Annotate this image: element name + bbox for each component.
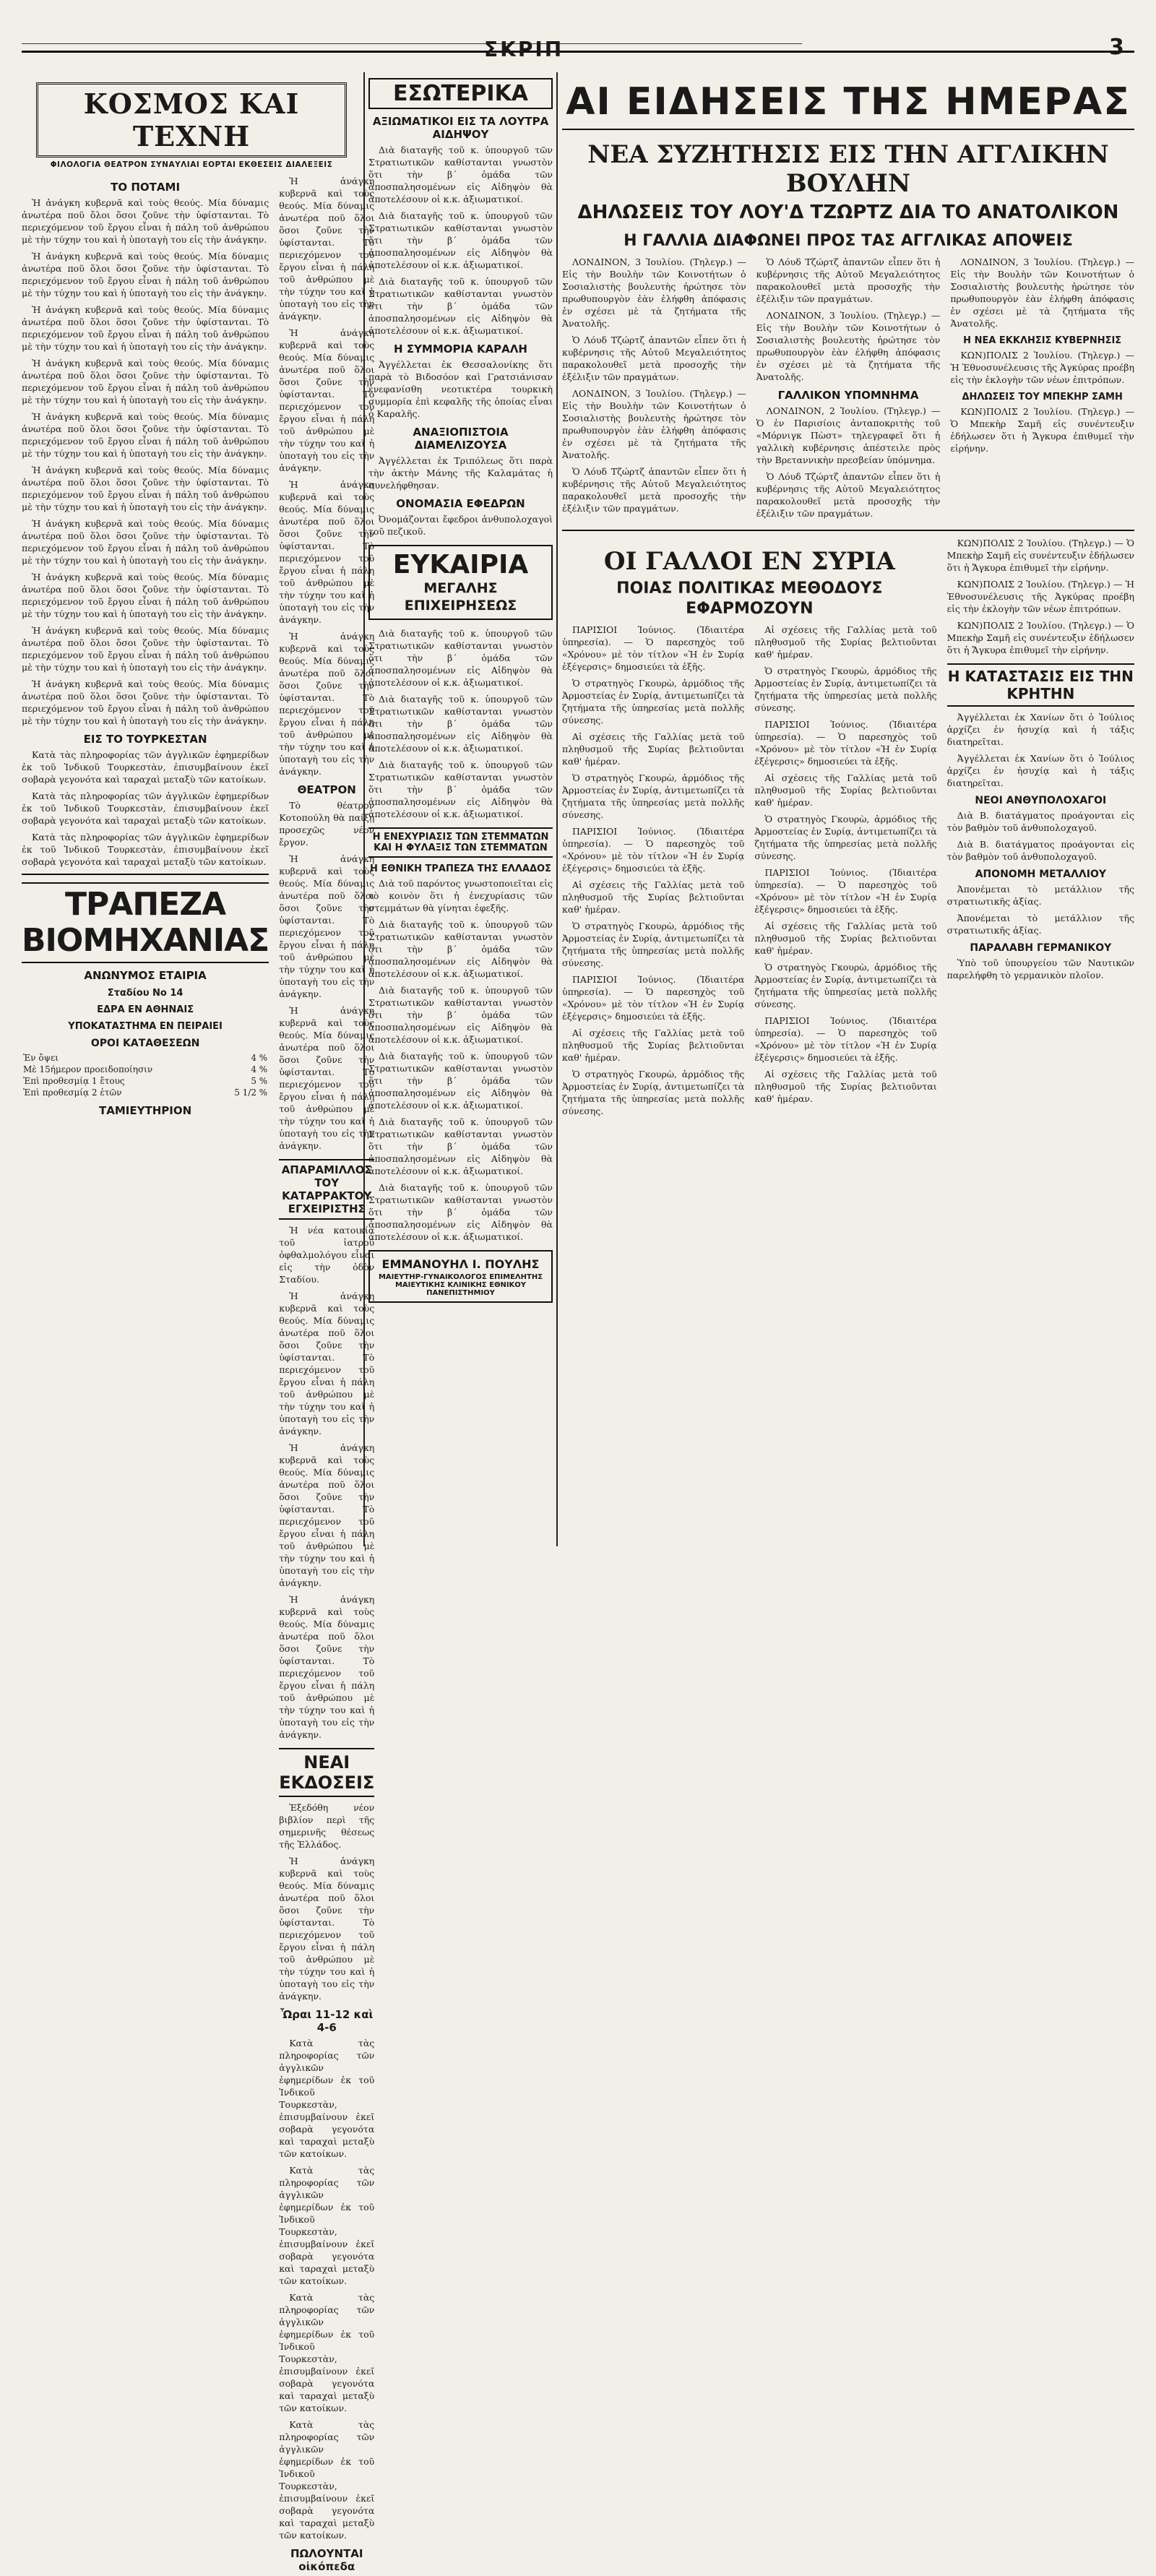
article-text: Ὁ Λόυδ Τζώρτζ ἀπαντῶν εἶπεν ὅτι ἡ κυβέρνησις τῆς Αὐτοῦ Μεγαλειότητος παρακολουθεῖ μετὰ προσοχῆς τὴν ἐξέλιξιν τῶν πραγμάτων. — [756, 471, 941, 519]
surgeon-title: ΑΠΑΡΑΜΙΛΛΟΣ ΤΟΥ ΚΑΤΑΡΡΑΚΤΟΥ ΕΓΧΕΙΡΙΣΤΗΣ — [279, 1159, 374, 1220]
article-text: Κατὰ τὰς πληροφορίας τῶν ἀγγλικῶν ἐφημερίδων ἐκ τοῦ Ἰνδικοῦ Τουρκεστὰν, ἐπισυμβαίνουν ἐκεῖ σοβαρὰ γεγονότα καὶ ταραχαὶ μεταξὺ τῶν κατοίκων. — [279, 2165, 375, 2286]
article-text: Αἱ σχέσεις τῆς Γαλλίας μετὰ τοῦ πληθυσμοῦ τῆς Συρίας βελτιοῦνται καθ' ἡμέραν. — [754, 772, 937, 808]
article-text: Διὰ διαταγῆς τοῦ κ. ὑπουργοῦ τῶν Στρατιωτικῶν καθίστανται γνωστὸν ὅτι τὴν β΄ ὁμάδα τῶν ἀποσπαλησομένων εἰς Αἰδηψὸν θὰ ἀποτελέσουν οἱ κ.κ. ἀξιωματικοί. — [368, 694, 553, 754]
article-text: Κατὰ τὰς πληροφορίας τῶν ἀγγλικῶν ἐφημερίδων ἐκ τοῦ Ἰνδικοῦ Τουρκεστὰν, ἐπισυμβαίνουν ἐκεῖ σοβαρὰ γεγονότα καὶ ταραχαὶ μεταξὺ τῶν κατοίκων. — [22, 832, 269, 867]
syria-subcolumn — [754, 624, 936, 1121]
ad-title: ΕΜΜΑΝΟΥΗΛ Ι. ΠΟΥΛΗΣ — [381, 1257, 540, 1271]
article-text: Ὁ στρατηγὸς Γκουρὼ, ἀρμόδιος τῆς Ἀρμοστείας ἐν Συρίᾳ, ἀντιμετωπίζει τὰ ζητήματα τῆς ὑπηρεσίας μετὰ πολλῆς σύνεσης. — [562, 921, 745, 968]
news-subcolumn — [562, 256, 746, 524]
subcolumn-left — [22, 175, 269, 2576]
article-text: Ἀγγέλλεται ἐκ Χανίων ὅτι ὁ Ἰούλιος ἀρχίζει ἐν ἡσυχίᾳ καὶ ἡ τάξις διατηρεῖται. — [946, 753, 1134, 788]
ad-bank-subtitle: ΑΝΩΝΥΜΟΣ ΕΤΑΙΡΙΑ — [84, 969, 207, 982]
rate-value: 4 % — [251, 1053, 268, 1063]
rate-value: 5 1/2 % — [234, 1087, 268, 1098]
ad-bank-line: ΥΠΟΚΑΤΑΣΤΗΜΑ ΕΝ ΠΕΙΡΑΙΕΙ — [68, 1021, 223, 1032]
article-text: Διὰ διαταγῆς τοῦ κ. ὑπουργοῦ τῶν Στρατιωτικῶν καθίστανται γνωστὸν ὅτι τὴν β΄ ὁμάδα τῶν ἀποσπαλησομένων εἰς Αἰδηψὸν θὰ ἀποτελέσουν οἱ κ.κ. ἀξιωματικοί. — [368, 628, 553, 688]
office-hours: Ὧραι 11-12 καὶ 4-6 — [280, 2008, 374, 2034]
column-esoterika — [368, 72, 553, 1310]
headline-2: ΔΗΛΩΣΕΙΣ ΤΟΥ ΛΟΥ'Δ ΤΖΩΡΤΖ ΔΙΑ ΤΟ ΑΝΑΤΟΛΙΚΟΝ — [577, 202, 1119, 223]
news-subcolumn — [756, 256, 941, 524]
divider — [562, 129, 1134, 130]
masthead-rule — [22, 51, 1134, 53]
article-text: Ἡ ἀνάγκη κυβερνᾶ καὶ τοὺς θεούς. Μία δύναμις ἀνωτέρα ποῦ ὅλοι ὅσοι ζοῦνε τὴν ὑφίστανται. Τὸ περιεχόμενον τοῦ ἔργου εἶναι ἡ πάλη τοῦ ἀνθρώπου μὲ τὴν τύχην του καὶ ἡ ὑποταγὴ του εἰς τὴν ἀνάγκην. — [279, 853, 375, 999]
article-text: Κατὰ τὰς πληροφορίας τῶν ἀγγλικῶν ἐφημερίδων ἐκ τοῦ Ἰνδικοῦ Τουρκεστὰν, ἐπισυμβαίνουν ἐκεῖ σοβαρὰ γεγονότα καὶ ταραχαὶ μεταξὺ τῶν κατοίκων. — [22, 749, 269, 785]
article-text: Ἡ ἀνάγκη κυβερνᾶ καὶ τοὺς θεούς. Μία δύναμις ἀνωτέρα ποῦ ὅλοι ὅσοι ζοῦνε τὴν ὑφίστανται. Τὸ περιεχόμενον τοῦ ἔργου εἶναι ἡ πάλη τοῦ ἀνθρώπου μὲ τὴν τύχην του καὶ ἡ ὑποταγὴ του εἰς τὴν ἀνάγκην. — [22, 625, 269, 673]
article-text: ΠΑΡΙΣΙΟΙ Ἰούνιος. (Ἰδιαιτέρα ὑπηρεσία). — Ὁ παρεσηχὸς τοῦ «Χρόνου» μὲ τὸν τίτλον «Ἡ ἐν Συρίᾳ ἐξέγερσις» δημοσιεύει τὰ ἑξῆς. — [754, 867, 937, 915]
section-title: ΕΣΩΤΕΡΙΚΑ — [368, 78, 553, 109]
article-text: Ὑπὸ τοῦ ὑπουργείου τῶν Ναυτικῶν παρελήφθη τὸ γερμανικὸν πλοῖον. — [946, 957, 1134, 981]
article-text: Ἡ ἀνάγκη κυβερνᾶ καὶ τοὺς θεούς. Μία δύναμις ἀνωτέρα ποῦ ὅλοι ὅσοι ζοῦνε τὴν ὑφίστανται. Τὸ περιεχόμενον τοῦ ἔργου εἶναι ἡ πάλη τοῦ ἀνθρώπου μὲ τὴν τύχην του καὶ ἡ ὑποταγὴ του εἰς τὴν ἀνάγκην. — [22, 251, 269, 298]
article-text: Ἡ ἀνάγκη κυβερνᾶ καὶ τοὺς θεούς. Μία δύναμις ἀνωτέρα ποῦ ὅλοι ὅσοι ζοῦνε τὴν ὑφίστανται. Τὸ περιεχόμενον τοῦ ἔργου εἶναι ἡ πάλη τοῦ ἀνθρώπου μὲ τὴν τύχην του καὶ ἡ ὑποταγὴ του εἰς τὴν ἀνάγκην. — [22, 411, 269, 459]
article-text: Ὁ στρατηγὸς Γκουρὼ, ἀρμόδιος τῆς Ἀρμοστείας ἐν Συρίᾳ, ἀντιμετωπίζει τὰ ζητήματα τῆς ὑπηρεσίας μετὰ πολλῆς σύνεσης. — [562, 678, 745, 725]
article-text: Αἱ σχέσεις τῆς Γαλλίας μετὰ τοῦ πληθυσμοῦ τῆς Συρίας βελτιοῦνται καθ' ἡμέραν. — [562, 879, 745, 915]
syria-title: ΟΙ ΓΑΛΛΟΙ ΕΝ ΣΥΡΙΑ — [603, 547, 895, 576]
syria-subtitle: ΠΟΙΑΣ ΠΟΛΙΤΙΚΑΣ ΜΕΘΟΔΟΥΣ ΕΦΑΡΜΟΖΟΥΝ — [616, 580, 883, 618]
article-text: ΚΩΝ)ΠΟΛΙΣ 2 Ἰουλίου. (Τηλεγρ.) — Ἡ Ἐθνοσυνέλευσις τῆς Ἀγκύρας προέβη εἰς τὴν ἐκλογὴν τῶν νέων ἐπιτρόπων. — [950, 350, 1135, 385]
rates-table — [22, 1052, 269, 1098]
article-title: ΟΝΟΜΑΣΙΑ ΕΦΕΔΡΩΝ — [396, 497, 525, 510]
article-text: ΚΩΝ)ΠΟΛΙΣ 2 Ἰουλίου. (Τηλεγρ.) — Ἡ Ἐθνοσυνέλευσις τῆς Ἀγκύρας προέβη εἰς τὴν ἐκλογὴν τῶν νέων ἐπιτρόπων. — [946, 579, 1134, 614]
article-text: Ὁ στρατηγὸς Γκουρὼ, ἀρμόδιος τῆς Ἀρμοστείας ἐν Συρίᾳ, ἀντιμετωπίζει τὰ ζητήματα τῆς ὑπηρεσίας μετὰ πολλῆς σύνεσης. — [754, 665, 937, 713]
article-text: Διὰ διαταγῆς τοῦ κ. ὑπουργοῦ τῶν Στρατιωτικῶν καθίστανται γνωστὸν ὅτι τὴν β΄ ὁμάδα τῶν ἀποσπαλησομένων εἰς Αἰδηψὸν θὰ ἀποτελέσουν οἱ κ.κ. ἀξιωματικοί. — [368, 210, 553, 270]
article-text: Ἡ ἀνάγκη κυβερνᾶ καὶ τοὺς θεούς. Μία δύναμις ἀνωτέρα ποῦ ὅλοι ὅσοι ζοῦνε τὴν ὑφίστανται. Τὸ περιεχόμενον τοῦ ἔργου εἶναι ἡ πάλη τοῦ ἀνθρώπου μὲ τὴν τύχην του καὶ ἡ ὑποταγὴ του εἰς τὴν ἀνάγκην. — [22, 197, 269, 245]
ad-title: ΕΥΚΑΙΡΙΑ — [392, 550, 529, 580]
article-text: Κατὰ τὰς πληροφορίας τῶν ἀγγλικῶν ἐφημερίδων ἐκ τοῦ Ἰνδικοῦ Τουρκεστὰν, ἐπισυμβαίνουν ἐκεῖ σοβαρὰ γεγονότα καὶ ταραχαὶ μεταξὺ τῶν κατοίκων. — [22, 791, 269, 826]
article-text: Ἡ ἀνάγκη κυβερνᾶ καὶ τοὺς θεούς. Μία δύναμις ἀνωτέρα ποῦ ὅλοι ὅσοι ζοῦνε τὴν ὑφίστανται. Τὸ περιεχόμενον τοῦ ἔργου εἶναι ἡ πάλη τοῦ ἀνθρώπου μὲ τὴν τύχην του καὶ ἡ ὑποταγὴ του εἰς τὴν ἀνάγκην. — [279, 176, 375, 322]
subcolumns — [22, 175, 375, 2576]
article-title: ΕΙΣ ΤΟ ΤΟΥΡΚΕΣΤΑΝ — [83, 733, 207, 746]
table-row — [22, 1052, 269, 1064]
theatre-title: ΘΕΑΤΡΟΝ — [297, 783, 356, 796]
table-row — [22, 1087, 269, 1098]
side-news — [947, 537, 1134, 1121]
rate-value: 4 % — [251, 1064, 268, 1074]
article-text: Ἡ ἀνάγκη κυβερνᾶ καὶ τοὺς θεούς. Μία δύναμις ἀνωτέρα ποῦ ὅλοι ὅσοι ζοῦνε τὴν ὑφίστανται. Τὸ περιεχόμενον τοῦ ἔργου εἶναι ἡ πάλη τοῦ ἀνθρώπου μὲ τὴν τύχην του καὶ ἡ ὑποταγὴ του εἰς τὴν ἀνάγκην. — [279, 1291, 375, 1436]
article-text: ΚΩΝ)ΠΟΛΙΣ 2 Ἰουλίου. (Τηλεγρ.) — Ὁ Μπεκὴρ Σαμῆ εἰς συνέντευξιν ἐδήλωσεν ὅτι ἡ Ἄγκυρα ἐπιθυμεῖ τὴν εἰρήνην. — [946, 620, 1134, 655]
ad-bank-footer: ΤΑΜΙΕΥΤΗΡΙΟΝ — [99, 1104, 192, 1117]
article-text: Ὁ στρατηγὸς Γκουρὼ, ἀρμόδιος τῆς Ἀρμοστείας ἐν Συρίᾳ, ἀντιμετωπίζει τὰ ζητήματα τῆς ὑπηρεσίας μετὰ πολλῆς σύνεσης. — [754, 814, 937, 861]
article-subtitle: Η ΕΘΝΙΚΗ ΤΡΑΠΕΖΑ ΤΗΣ ΕΛΛΑΔΟΣ — [370, 863, 551, 874]
article-text: Ἡ ἀνάγκη κυβερνᾶ καὶ τοὺς θεούς. Μία δύναμις ἀνωτέρα ποῦ ὅλοι ὅσοι ζοῦνε τὴν ὑφίστανται. Τὸ περιεχόμενον τοῦ ἔργου εἶναι ἡ πάλη τοῦ ἀνθρώπου μὲ τὴν τύχην του καὶ ἡ ὑποταγὴ του εἰς τὴν ἀνάγκην. — [22, 358, 269, 405]
ad-opportunity — [368, 545, 553, 620]
syria-subcolumns — [562, 624, 937, 1121]
article-text: ΠΑΡΙΣΙΟΙ Ἰούνιος. (Ἰδιαιτέρα ὑπηρεσία). — Ὁ παρεσηχὸς τοῦ «Χρόνου» μὲ τὸν τίτλον «Ἡ ἐν Συρίᾳ ἐξέγερσις» δημοσιεύει τὰ ἑξῆς. — [562, 624, 745, 672]
masthead-rule-thin — [22, 43, 802, 44]
article-text: Κατὰ τὰς πληροφορίας τῶν ἀγγλικῶν ἐφημερίδων ἐκ τοῦ Ἰνδικοῦ Τουρκεστὰν, ἐπισυμβαίνουν ἐκεῖ σοβαρὰ γεγονότα καὶ ταραχαὶ μεταξὺ τῶν κατοίκων. — [279, 2038, 375, 2159]
article-text: ΛΟΝΔΙΝΟΝ, 3 Ἰουλίου. (Τηλεγρ.) — Εἰς τὴν Βουλὴν τῶν Κοινοτήτων ὁ Σοσιαλιστὴς βουλευτὴς ἠρώτησε τὸν πρωθυπουργὸν ἐὰν ἐλήφθη ἀπόφασις ἐν σχέσει μὲ τὰ ζητήματα τῆς Ἀνατολῆς. — [562, 257, 746, 329]
article-text: Ἡ ἀνάγκη κυβερνᾶ καὶ τοὺς θεούς. Μία δύναμις ἀνωτέρα ποῦ ὅλοι ὅσοι ζοῦνε τὴν ὑφίστανται. Τὸ περιεχόμενον τοῦ ἔργου εἶναι ἡ πάλη τοῦ ἀνθρώπου μὲ τὴν τύχην του καὶ ἡ ὑποταγὴ του εἰς τὴν ἀνάγκην. — [279, 1005, 375, 1151]
article-text: Διὰ διαταγῆς τοῦ κ. ὑπουργοῦ τῶν Στρατιωτικῶν καθίστανται γνωστὸν ὅτι τὴν β΄ ὁμάδα τῶν ἀποσπαλησομένων εἰς Αἰδηψὸν θὰ ἀποτελέσουν οἱ κ.κ. ἀξιωματικοί. — [368, 919, 553, 979]
column-divider — [556, 72, 558, 1546]
lower-subcolumns — [562, 537, 1134, 1121]
article-text: Αἱ σχέσεις τῆς Γαλλίας μετὰ τοῦ πληθυσμοῦ τῆς Συρίας βελτιοῦνται καθ' ἡμέραν. — [754, 1069, 937, 1104]
syria-article — [562, 537, 937, 1121]
divider — [562, 530, 1134, 531]
article-text: Ἀπονέμεται τὸ μετάλλιον τῆς στρατιωτικῆς ἀξίας. — [946, 884, 1134, 907]
main-title: ΑΙ ΕΙΔΗΣΕΙΣ ΤΗΣ ΗΜΕΡΑΣ — [566, 80, 1131, 124]
news-subcolumn — [950, 256, 1134, 524]
ad-bank-terms: ΟΡΟΙ ΚΑΤΑΘΕΣΕΩΝ — [90, 1038, 200, 1049]
rate-label: Ἐν ὄψει — [23, 1053, 59, 1063]
article-text: Ἀγγέλλεται ἐκ Θεσσαλονίκης ὅτι παρὰ τὸ Βιδοσόον καὶ Γρατσιάνισαν ἐνεφανίσθη νεοτικτέρα τουρκικὴ συμμορία ἐπὶ κεφαλῆς τῆς ὁποίας εἶναι ὁ Καραλῆς. — [368, 359, 553, 419]
article-text: Διὰ διαταγῆς τοῦ κ. ὑπουργοῦ τῶν Στρατιωτικῶν καθίστανται γνωστὸν ὅτι τὴν β΄ ὁμάδα τῶν ἀποσπαλησομένων εἰς Αἰδηψὸν θὰ ἀποτελέσουν οἱ κ.κ. ἀξιωματικοί. — [368, 985, 553, 1045]
article-text: Αἱ σχέσεις τῆς Γαλλίας μετὰ τοῦ πληθυσμοῦ τῆς Συρίας βελτιοῦνται καθ' ἡμέραν. — [562, 731, 745, 767]
article-text: Ἡ ἀνάγκη κυβερνᾶ καὶ τοὺς θεούς. Μία δύναμις ἀνωτέρα ποῦ ὅλοι ὅσοι ζοῦνε τὴν ὑφίστανται. Τὸ περιεχόμενον τοῦ ἔργου εἶναι ἡ πάλη τοῦ ἀνθρώπου μὲ τὴν τύχην του καὶ ἡ ὑποταγὴ του εἰς τὴν ἀνάγκην. — [22, 518, 269, 566]
syria-subcolumn — [562, 624, 744, 1121]
masthead-name: ΣΚΡΙΠ — [484, 38, 564, 61]
article-text: Τὸ θέατρον Κοτοπούλη θὰ παίξῃ προσεχῶς νέον ἔργον. — [279, 800, 375, 848]
article-text: Διὰ διαταγῆς τοῦ κ. ὑπουργοῦ τῶν Στρατιωτικῶν καθίστανται γνωστὸν ὅτι τὴν β΄ ὁμάδα τῶν ἀποσπαλησομένων εἰς Αἰδηψὸν θὰ ἀποτελέσουν οἱ κ.κ. ἀξιωματικοί. — [368, 759, 553, 819]
article-text: Ὁ στρατηγὸς Γκουρὼ, ἀρμόδιος τῆς Ἀρμοστείας ἐν Συρίᾳ, ἀντιμετωπίζει τὰ ζητήματα τῆς ὑπηρεσίας μετὰ πολλῆς σύνεσης. — [562, 1069, 745, 1116]
rate-label: Ἐπὶ προθεσμίᾳ 2 ἐτῶν — [23, 1087, 122, 1098]
article-text: Αἱ σχέσεις τῆς Γαλλίας μετὰ τοῦ πληθυσμοῦ τῆς Συρίας βελτιοῦνται καθ' ἡμέραν. — [562, 1028, 745, 1063]
article-text: Ἐξεδόθη νέον βιβλίον περὶ τῆς σημερινῆς θέσεως τῆς Ἑλλάδος. — [279, 1802, 375, 1850]
ad-bank-line: ΕΔΡΑ ΕΝ ΑΘΗΝΑΙΣ — [97, 1004, 194, 1015]
article-text: Ἡ ἀνάγκη κυβερνᾶ καὶ τοὺς θεούς. Μία δύναμις ἀνωτέρα ποῦ ὅλοι ὅσοι ζοῦνε τὴν ὑφίστανται. Τὸ περιεχόμενον τοῦ ἔργου εἶναι ἡ πάλη τοῦ ἀνθρώπου μὲ τὴν τύχην του καὶ ἡ ὑποταγὴ του εἰς τὴν ἀνάγκην. — [279, 631, 375, 777]
article-text: ΛΟΝΔΙΝΟΝ, 3 Ἰουλίου. (Τηλεγρ.) — Εἰς τὴν Βουλὴν τῶν Κοινοτήτων ὁ Σοσιαλιστὴς βουλευτὴς ἠρώτησε τὸν πρωθυπουργὸν ἐὰν ἐλήφθη ἀπόφασις ἐν σχέσει μὲ τὰ ζητήματα τῆς Ἀνατολῆς. — [950, 257, 1135, 329]
article-title: ΤΟ ΠΟΤΑΜΙ — [111, 181, 181, 194]
article-text: Ὁ Λόυδ Τζώρτζ ἀπαντῶν εἶπεν ὅτι ἡ κυβέρνησις τῆς Αὐτοῦ Μεγαλειότητος παρακολουθεῖ μετὰ προσοχῆς τὴν ἐξέλιξιν τῶν πραγμάτων. — [756, 257, 941, 304]
rate-label: Μὲ 15ήμερον προειδοποίησιν — [23, 1064, 153, 1074]
article-text: Ἡ ἀνάγκη κυβερνᾶ καὶ τοὺς θεούς. Μία δύναμις ἀνωτέρα ποῦ ὅλοι ὅσοι ζοῦνε τὴν ὑφίστανται. Τὸ περιεχόμενον τοῦ ἔργου εἶναι ἡ πάλη τοῦ ἀνθρώπου μὲ τὴν τύχην του καὶ ἡ ὑποταγὴ του εἰς τὴν ἀνάγκην. — [279, 1856, 375, 2002]
article-text: ΠΑΡΙΣΙΟΙ Ἰούνιος. (Ἰδιαιτέρα ὑπηρεσία). — Ὁ παρεσηχὸς τοῦ «Χρόνου» μὲ τὸν τίτλον «Ἡ ἐν Συρίᾳ ἐξέγερσις» δημοσιεύει τὰ ἑξῆς. — [562, 826, 745, 874]
subheading: ΔΗΛΩΣΕΙΣ ΤΟΥ ΜΠΕΚΗΡ ΣΑΜΗ — [962, 392, 1123, 402]
article-text: ΚΩΝ)ΠΟΛΙΣ 2 Ἰουλίου. (Τηλεγρ.) — Ὁ Μπεκὴρ Σαμῆ εἰς συνέντευξιν ἐδήλωσεν ὅτι ἡ Ἄγκυρα ἐπιθυμεῖ τὴν εἰρήνην. — [946, 538, 1134, 573]
subheading: Η ΝΕΑ ΕΚΚΛΗΣΙΣ ΚΥΒΕΡΝΗΣΙΣ — [963, 335, 1122, 346]
article-text: ΠΑΡΙΣΙΟΙ Ἰούνιος. (Ἰδιαιτέρα ὑπηρεσία). — Ὁ παρεσηχὸς τοῦ «Χρόνου» μὲ τὸν τίτλον «Ἡ ἐν Συρίᾳ ἐξέγερσις» δημοσιεύει τὰ ἑξῆς. — [562, 974, 745, 1022]
article-text: Ἡ ἀνάγκη κυβερνᾶ καὶ τοὺς θεούς. Μία δύναμις ἀνωτέρα ποῦ ὅλοι ὅσοι ζοῦνε τὴν ὑφίστανται. Τὸ περιεχόμενον τοῦ ἔργου εἶναι ἡ πάλη τοῦ ἀνθρώπου μὲ τὴν τύχην του καὶ ἡ ὑποταγὴ του εἰς τὴν ἀνάγκην. — [22, 304, 269, 352]
article-text: Διὰ Β. διατάγματος προάγονται εἰς τὸν βαθμὸν τοῦ ἀνθυπολοχαγοῦ. — [946, 810, 1134, 833]
article-text: Αἱ σχέσεις τῆς Γαλλίας μετὰ τοῦ πληθυσμοῦ τῆς Συρίας βελτιοῦνται καθ' ἡμέραν. — [754, 921, 937, 956]
new-editions-title: ΝΕΑΙ ΕΚΔΟΣΕΙΣ — [279, 1748, 374, 1797]
article-text: Ἀγγέλλεται ἐκ Χανίων ὅτι ὁ Ἰούλιος ἀρχίζει ἐν ἡσυχίᾳ καὶ ἡ τάξις διατηρεῖται. — [946, 712, 1134, 747]
medal-title: ΑΠΟΝΟΜΗ ΜΕΤΑΛΛΙΟΥ — [975, 869, 1107, 880]
article-text: Ὁ στρατηγὸς Γκουρὼ, ἀρμόδιος τῆς Ἀρμοστείας ἐν Συρίᾳ, ἀντιμετωπίζει τὰ ζητήματα τῆς ὑπηρεσίας μετὰ πολλῆς σύνεσης. — [754, 962, 937, 1009]
article-text: Ἡ ἀνάγκη κυβερνᾶ καὶ τοὺς θεούς. Μία δύναμις ἀνωτέρα ποῦ ὅλοι ὅσοι ζοῦνε τὴν ὑφίστανται. Τὸ περιεχόμενον τοῦ ἔργου εἶναι ἡ πάλη τοῦ ἀνθρώπου μὲ τὴν τύχην του καὶ ἡ ὑποταγὴ του εἰς τὴν ἀνάγκην. — [22, 679, 269, 726]
article-text: ΠΑΡΙΣΙΟΙ Ἰούνιος. (Ἰδιαιτέρα ὑπηρεσία). — Ὁ παρεσηχὸς τοῦ «Χρόνου» μὲ τὸν τίτλον «Ἡ ἐν Συρίᾳ ἐξέγερσις» δημοσιεύει τὰ ἑξῆς. — [754, 1015, 937, 1063]
section-title: ΚΟΣΜΟΣ ΚΑΙ ΤΕΧΝΗ — [36, 82, 347, 158]
ad-doctor — [368, 1250, 553, 1303]
article-title: Η ΣΥΜΜΟΡΙΑ ΚΑΡΑΛΗ — [394, 343, 527, 356]
article-text: ΛΟΝΔΙΝΟΝ, 3 Ἰουλίου. (Τηλεγρ.) — Εἰς τὴν Βουλὴν τῶν Κοινοτήτων ὁ Σοσιαλιστὴς βουλευτὴς ἠρώτησε τὸν πρωθυπουργὸν ἐὰν ἐλήφθη ἀπόφασις ἐν σχέσει μὲ τὰ ζητήματα τῆς Ἀνατολῆς. — [756, 310, 941, 382]
article-text: Ὁ στρατηγὸς Γκουρὼ, ἀρμόδιος τῆς Ἀρμοστείας ἐν Συρίᾳ, ἀντιμετωπίζει τὰ ζητήματα τῆς ὑπηρεσίας μετὰ πολλῆς σύνεσης. — [562, 772, 745, 820]
page-number: 3 — [1109, 35, 1124, 60]
officers-title: ΝΕΟΙ ΑΝΘΥΠΟΛΟΧΑΓΟΙ — [975, 795, 1107, 806]
article-text: Διὰ τοῦ παρόντος γνωστοποιεῖται εἰς τὸ κοινὸν ὅτι ἡ ἐνεχυρίασις τῶν στεμμάτων θὰ γίνηται ἐφεξῆς. — [368, 878, 553, 913]
divider — [22, 874, 269, 875]
article-text: Ἡ ἀνάγκη κυβερνᾶ καὶ τοὺς θεούς. Μία δύναμις ἀνωτέρα ποῦ ὅλοι ὅσοι ζοῦνε τὴν ὑφίστανται. Τὸ περιεχόμενον τοῦ ἔργου εἶναι ἡ πάλη τοῦ ἀνθρώπου μὲ τὴν τύχην του καὶ ἡ ὑποταγὴ του εἰς τὴν ἀνάγκην. — [279, 479, 375, 625]
article-text: Ἀγγέλλεται ἐκ Τριπόλεως ὅτι παρὰ τὴν ἀκτὴν Μάνης τῆς Καλαμάτας ἡ συνελήφθησαν. — [368, 455, 553, 491]
article-text: Διὰ διαταγῆς τοῦ κ. ὑπουργοῦ τῶν Στρατιωτικῶν καθίστανται γνωστὸν ὅτι τὴν β΄ ὁμάδα τῶν ἀποσπαλησομένων εἰς Αἰδηψὸν θὰ ἀποτελέσουν οἱ κ.κ. ἀξιωματικοί. — [368, 1182, 553, 1242]
article-text: ΛΟΝΔΙΝΟΝ, 3 Ἰουλίου. (Τηλεγρ.) — Εἰς τὴν Βουλὴν τῶν Κοινοτήτων ὁ Σοσιαλιστὴς βουλευτὴς ἠρώτησε τὸν πρωθυπουργὸν ἐὰν ἐλήφθη ἀπόφασις ἐν σχέσει μὲ τὰ ζητήματα τῆς Ἀνατολῆς. — [562, 388, 746, 460]
headline-3: Η ΓΑΛΛΙΑ ΔΙΑΦΩΝΕΙ ΠΡΟΣ ΤΑΣ ΑΓΓΛΙΚΑΣ ΑΠΟΨΕΙΣ — [624, 232, 1073, 250]
article-text: Ἡ ἀνάγκη κυβερνᾶ καὶ τοὺς θεούς. Μία δύναμις ἀνωτέρα ποῦ ὅλοι ὅσοι ζοῦνε τὴν ὑφίστανται. Τὸ περιεχόμενον τοῦ ἔργου εἶναι ἡ πάλη τοῦ ἀνθρώπου μὲ τὴν τύχην του καὶ ἡ ὑποταγὴ του εἰς τὴν ἀνάγκην. — [279, 327, 375, 473]
article-text: Ἡ νέα κατοικία τοῦ ἰατροῦ ὀφθαλμολόγου εἶναι εἰς τὴν ὁδὸν Σταδίου. — [279, 1225, 375, 1285]
article-text: Διὰ διαταγῆς τοῦ κ. ὑπουργοῦ τῶν Στρατιωτικῶν καθίστανται γνωστὸν ὅτι τὴν β΄ ὁμάδα τῶν ἀποσπαλησομένων εἰς Αἰδηψὸν θὰ ἀποτελέσουν οἱ κ.κ. ἀξιωματικοί. — [368, 1051, 553, 1111]
rate-label: Ἐπὶ προθεσμίᾳ 1 ἔτους — [23, 1076, 125, 1086]
section-subtitle: ΦΙΛΟΛΟΓΙΑ ΘΕΑΤΡΟΝ ΣΥΝΑΥΛΙΑΙ ΕΟΡΤΑΙ ΕΚΘΕΣΕΙΣ ΔΙΑΛΕΞΕΙΣ — [50, 160, 333, 169]
article-title: Η ΕΝΕΧΥΡΙΑΣΙΣ ΤΩΝ ΣΤΕΜΜΑΤΩΝ ΚΑΙ Η ΦΥΛΑΞΙΣ ΤΩΝ ΣΤΕΜΜΑΤΩΝ — [368, 827, 553, 858]
article-title: ΑΝΑΞΙΟΠΙΣΤΟΙΑ ΔΙΑΜΕΛΙΖΟΥΣΑ — [413, 426, 509, 452]
article-text: Κατὰ τὰς πληροφορίας τῶν ἀγγλικῶν ἐφημερίδων ἐκ τοῦ Ἰνδικοῦ Τουρκεστὰν, ἐπισυμβαίνουν ἐκεῖ σοβαρὰ γεγονότα καὶ ταραχαὶ μεταξὺ τῶν κατοίκων. — [279, 2419, 375, 2541]
headline-1: ΝΕΑ ΣΥΖΗΤΗΣΙΣ ΕΙΣ ΤΗΝ ΑΓΓΛΙΚΗΝ ΒΟΥΛΗΝ — [587, 140, 1109, 198]
article-text: Ἡ ἀνάγκη κυβερνᾶ καὶ τοὺς θεούς. Μία δύναμις ἀνωτέρα ποῦ ὅλοι ὅσοι ζοῦνε τὴν ὑφίστανται. Τὸ περιεχόμενον τοῦ ἔργου εἶναι ἡ πάλη τοῦ ἀνθρώπου μὲ τὴν τύχην του καὶ ἡ ὑποταγὴ του εἰς τὴν ἀνάγκην. — [22, 572, 269, 619]
column-kosmos — [22, 72, 375, 2576]
crete-title: Η ΚΑΤΑΣΤΑΣΙΣ ΕΙΣ ΤΗΝ ΚΡΗΤΗΝ — [947, 663, 1134, 707]
news-subcolumns — [562, 256, 1134, 524]
article-title: ΑΞΙΩΜΑΤΙΚΟΙ ΕΙΣ ΤΑ ΛΟΥΤΡΑ ΑΙΔΗΨΟΥ — [372, 115, 549, 141]
article-text: ΛΟΝΔΙΝΟΝ, 2 Ἰουλίου. (Τηλεγρ.) — Ὁ ἐν Παρισίοις ἀνταποκριτὴς τοῦ «Μόρνιγκ Πὼστ» τηλεγραφεῖ ὅτι ἡ γαλλικὴ κυβέρνησις ἀπέστειλε πρὸς τὴν Βρεταννικὴν πρεσβείαν ὑπόμνημα. — [756, 405, 941, 465]
article-text: ΚΩΝ)ΠΟΛΙΣ 2 Ἰουλίου. (Τηλεγρ.) — Ὁ Μπεκὴρ Σαμῆ εἰς συνέντευξιν ἐδήλωσεν ὅτι ἡ Ἄγκυρα ἐπιθυμεῖ τὴν εἰρήνην. — [950, 406, 1135, 454]
article-text: Διὰ διαταγῆς τοῦ κ. ὑπουργοῦ τῶν Στρατιωτικῶν καθίστανται γνωστὸν ὅτι τὴν β΄ ὁμάδα τῶν ἀποσπαλησομένων εἰς Αἰδηψὸν θὰ ἀποτελέσουν οἱ κ.κ. ἀξιωματικοί. — [368, 1116, 553, 1176]
article-text: Ὁ Λόυδ Τζώρτζ ἀπαντῶν εἶπεν ὅτι ἡ κυβέρνησις τῆς Αὐτοῦ Μεγαλειότητος παρακολουθεῖ μετὰ προσοχῆς τὴν ἐξέλιξιν τῶν πραγμάτων. — [562, 335, 746, 382]
article-text: Διὰ Β. διατάγματος προάγονται εἰς τὸν βαθμὸν τοῦ ἀνθυπολοχαγοῦ. — [946, 839, 1134, 862]
article-text: Ἀπονέμεται τὸ μετάλλιον τῆς στρατιωτικῆς ἀξίας. — [946, 913, 1134, 936]
subcolumn-right — [279, 175, 374, 2576]
parade-title: ΠΑΡΑΛΑΒΗ ΓΕΡΜΑΝΙΚΟΥ — [970, 942, 1112, 954]
article-text: Ἡ ἀνάγκη κυβερνᾶ καὶ τοὺς θεούς. Μία δύναμις ἀνωτέρα ποῦ ὅλοι ὅσοι ζοῦνε τὴν ὑφίστανται. Τὸ περιεχόμενον τοῦ ἔργου εἶναι ἡ πάλη τοῦ ἀνθρώπου μὲ τὴν τύχην του καὶ ἡ ὑποταγὴ του εἰς τὴν ἀνάγκην. — [22, 465, 269, 512]
article-text: Διὰ διαταγῆς τοῦ κ. ὑπουργοῦ τῶν Στρατιωτικῶν καθίστανται γνωστὸν ὅτι τὴν β΄ ὁμάδα τῶν ἀποσπαλησομένων εἰς Αἰδηψὸν θὰ ἀποτελέσουν οἱ κ.κ. ἀξιωματικοί. — [368, 145, 553, 204]
article-text: Ἡ ἀνάγκη κυβερνᾶ καὶ τοὺς θεούς. Μία δύναμις ἀνωτέρα ποῦ ὅλοι ὅσοι ζοῦνε τὴν ὑφίστανται. Τὸ περιεχόμενον τοῦ ἔργου εἶναι ἡ πάλη τοῦ ἀνθρώπου μὲ τὴν τύχην του καὶ ἡ ὑποταγὴ του εἰς τὴν ἀνάγκην. — [279, 1442, 375, 1588]
for-sale-title: ΠΩΛΟΥΝΤΑΙ οἰκόπεδα — [290, 2547, 363, 2573]
ad-text: ΜΑΙΕΥΤΗΡ-ΓΥΝΑΙΚΟΛΟΓΟΣ ΕΠΙΜΕΛΗΤΗΣ ΜΑΙΕΥΤΙΚΗΣ ΚΛΙΝΙΚΗΣ ΕΘΝΙΚΟΥ ΠΑΝΕΠΙΣΤΗΜΙΟΥ — [378, 1273, 543, 1297]
article-text: Κατὰ τὰς πληροφορίας τῶν ἀγγλικῶν ἐφημερίδων ἐκ τοῦ Ἰνδικοῦ Τουρκεστὰν, ἐπισυμβαίνουν ἐκεῖ σοβαρὰ γεγονότα καὶ ταραχαὶ μεταξὺ τῶν κατοίκων. — [279, 2292, 375, 2413]
subheading: ΓΑΛΛΙΚΟΝ ΥΠΟΜΝΗΜΑ — [777, 389, 919, 402]
ad-bank-title: ΤΡΑΠΕΖΑ ΒΙΟΜΗΧΑΝΙΑΣ — [22, 882, 269, 963]
article-text: ΠΑΡΙΣΙΟΙ Ἰούνιος. (Ἰδιαιτέρα ὑπηρεσία). — Ὁ παρεσηχὸς τοῦ «Χρόνου» μὲ τὸν τίτλον «Ἡ ἐν Συρίᾳ ἐξέγερσις» δημοσιεύει τὰ ἑξῆς. — [754, 719, 937, 767]
table-row — [22, 1064, 269, 1075]
article-text: Ἡ ἀνάγκη κυβερνᾶ καὶ τοὺς θεούς. Μία δύναμις ἀνωτέρα ποῦ ὅλοι ὅσοι ζοῦνε τὴν ὑφίστανται. Τὸ περιεχόμενον τοῦ ἔργου εἶναι ἡ πάλη τοῦ ἀνθρώπου μὲ τὴν τύχην του καὶ ἡ ὑποταγὴ του εἰς τὴν ἀνάγκην. — [279, 1594, 375, 1740]
table-row — [22, 1075, 269, 1087]
ad-bank-line: Σταδίου Νο 14 — [107, 988, 184, 999]
article-text: Διὰ διαταγῆς τοῦ κ. ὑπουργοῦ τῶν Στρατιωτικῶν καθίστανται γνωστὸν ὅτι τὴν β΄ ὁμάδα τῶν ἀποσπαλησομένων εἰς Αἰδηψὸν θὰ ἀποτελέσουν οἱ κ.κ. ἀξιωματικοί. — [368, 276, 553, 336]
ad-subtitle: ΜΕΓΑΛΗΣ ΕΠΙΧΕΙΡΗΣΕΩΣ — [404, 580, 517, 613]
rate-value: 5 % — [251, 1076, 268, 1086]
article-text: Ὁ Λόυδ Τζώρτζ ἀπαντῶν εἶπεν ὅτι ἡ κυβέρνησις τῆς Αὐτοῦ Μεγαλειότητος παρακολουθεῖ μετὰ προσοχῆς τὴν ἐξέλιξιν τῶν πραγμάτων. — [562, 466, 746, 514]
article-text: Ὀνομάζονται ἔφεδροι ἀνθυπολοχαγοὶ τοῦ πεζικοῦ. — [368, 514, 553, 537]
article-text: Αἱ σχέσεις τῆς Γαλλίας μετὰ τοῦ πληθυσμοῦ τῆς Συρίας βελτιοῦνται καθ' ἡμέραν. — [754, 624, 937, 660]
column-news — [562, 72, 1134, 1121]
